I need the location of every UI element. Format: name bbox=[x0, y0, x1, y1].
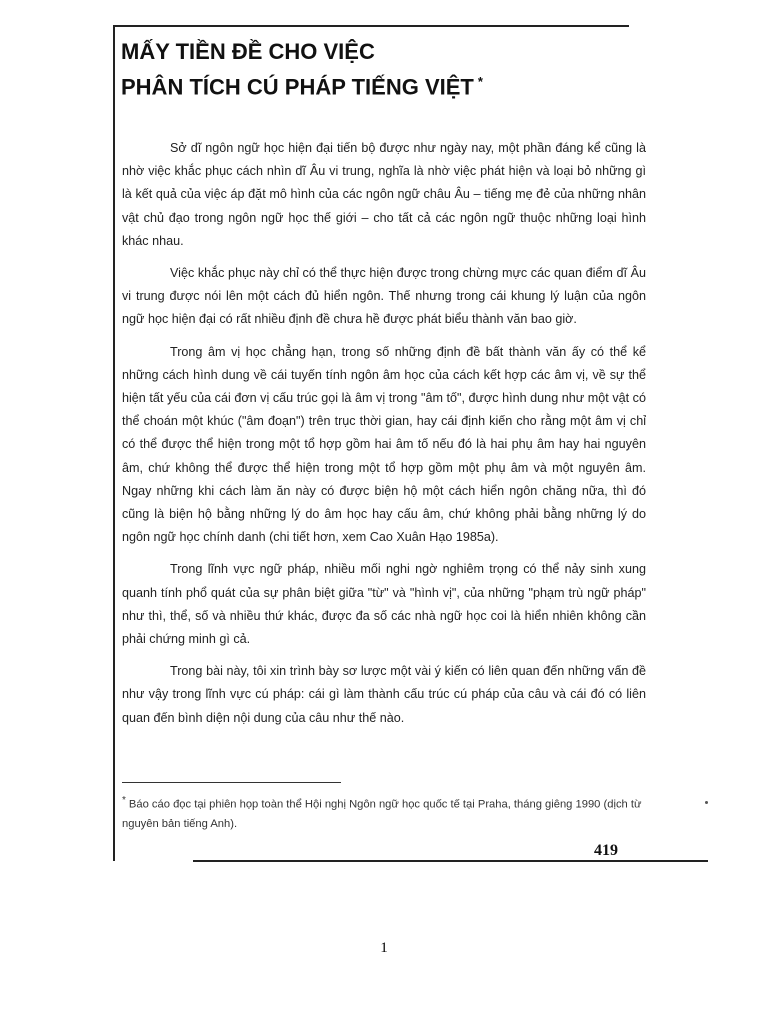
footnote-separator bbox=[122, 782, 341, 783]
paragraph-4: Trong lĩnh vực ngữ pháp, nhiều mối nghi ngờ nghiêm trọng có thể nảy sinh xung quanh tính phổ quát của sự phân biệt giữa "từ" và "hình vị", của những "phạm trù ngữ pháp" như thì, thể, số và nhiều thứ khác, được đa số các nhà ngữ học coi là hiển nhiên không cần phải chứng minh gì cả. bbox=[122, 562, 646, 647]
footnote bbox=[122, 791, 652, 834]
title-line-1: MẤY TIỀN ĐỀ CHO VIỆC bbox=[121, 39, 375, 64]
paragraph-2: Việc khắc phục này chỉ có thể thực hiện được trong chừng mực các quan điểm dĩ Âu vi trung được nói lên một cách đủ hiển ngôn. Thế nhưng trong cái khung lý luận của ngôn ngữ học hiện đại có rất nhiều định đề chưa hề được phát biểu thành văn bao giờ. bbox=[122, 266, 646, 327]
document-page-number: 1 bbox=[380, 940, 388, 956]
paragraph-5: Trong bài này, tôi xin trình bày sơ lược một vài ý kiến có liên quan đến những vấn đề như vậy trong lĩnh vực cú pháp: cái gì làm thành cấu trúc cú pháp của câu và cái đó có liên quan đến bình diện nội dung của câu như thế nào. bbox=[122, 664, 646, 725]
title-line-2 bbox=[121, 67, 641, 102]
left-border-rule bbox=[113, 25, 115, 861]
title-line-2-text: PHÂN TÍCH CÚ PHÁP TIẾNG VIỆT bbox=[121, 74, 474, 100]
top-border-rule bbox=[113, 25, 629, 27]
book-page-number: 419 bbox=[594, 842, 618, 859]
bottom-border-rule bbox=[193, 860, 708, 862]
paragraph-1: Sở dĩ ngôn ngữ học hiện đại tiến bộ được như ngày nay, một phần đáng kể cũng là nhờ việc khắc phục cách nhìn dĩ Âu vi trung, nghĩa là nhờ việc phát hiện và loại bỏ những gì là kết quả của việc áp đặt mô hình của các ngôn ngữ châu Âu – tiếng mẹ đẻ của những nhân vật chủ đạo trong ngôn ngữ học thế giới – cho tất cả các ngôn ngữ thuộc những loại hình khác nhau. bbox=[122, 141, 646, 248]
paragraph-3: Trong âm vị học chẳng hạn, trong số những định đề bất thành văn ấy có thể kể những cách hình dung về cái tuyến tính ngôn âm học của cách kết hợp các âm vị, về sự thể hiện tất yếu của cái đơn vị cấu trúc gọi là âm vị trong "âm tố", được hình dung như một vật có thể choán một khúc ("âm đoạn") trên trục thời gian, hay cái định kiến cho rằng một âm vị chỉ có thể được thể hiện trong một tổ hợp gồm hai âm tố nếu đó là hai phụ âm hay hai nguyên âm, chứ không thể được thể hiện trong một tổ hợp gồm một phụ âm và một nguyên âm. Ngay những khi cách làm ăn này có được biện hộ một cách hiển ngôn chăng nữa, thì đó cũng là biện hộ bằng những lý do âm học hay cấu âm, chứ không phải bằng những lý do ngôn ngữ học chính danh (chi tiết hơn, xem Cao Xuân Hạo 1985a). bbox=[122, 344, 646, 545]
footnote-text: Báo cáo đọc tại phiên họp toàn thể Hội nghị Ngôn ngữ học quốc tế tại Praha, tháng giêng 1990 (dịch từ nguyên bản tiếng Anh). bbox=[122, 798, 642, 830]
chapter-title bbox=[121, 37, 641, 102]
footnote-marker: * bbox=[122, 795, 126, 806]
title-footnote-marker: * bbox=[477, 74, 483, 89]
scan-speck bbox=[705, 801, 708, 804]
body-text bbox=[122, 137, 646, 739]
